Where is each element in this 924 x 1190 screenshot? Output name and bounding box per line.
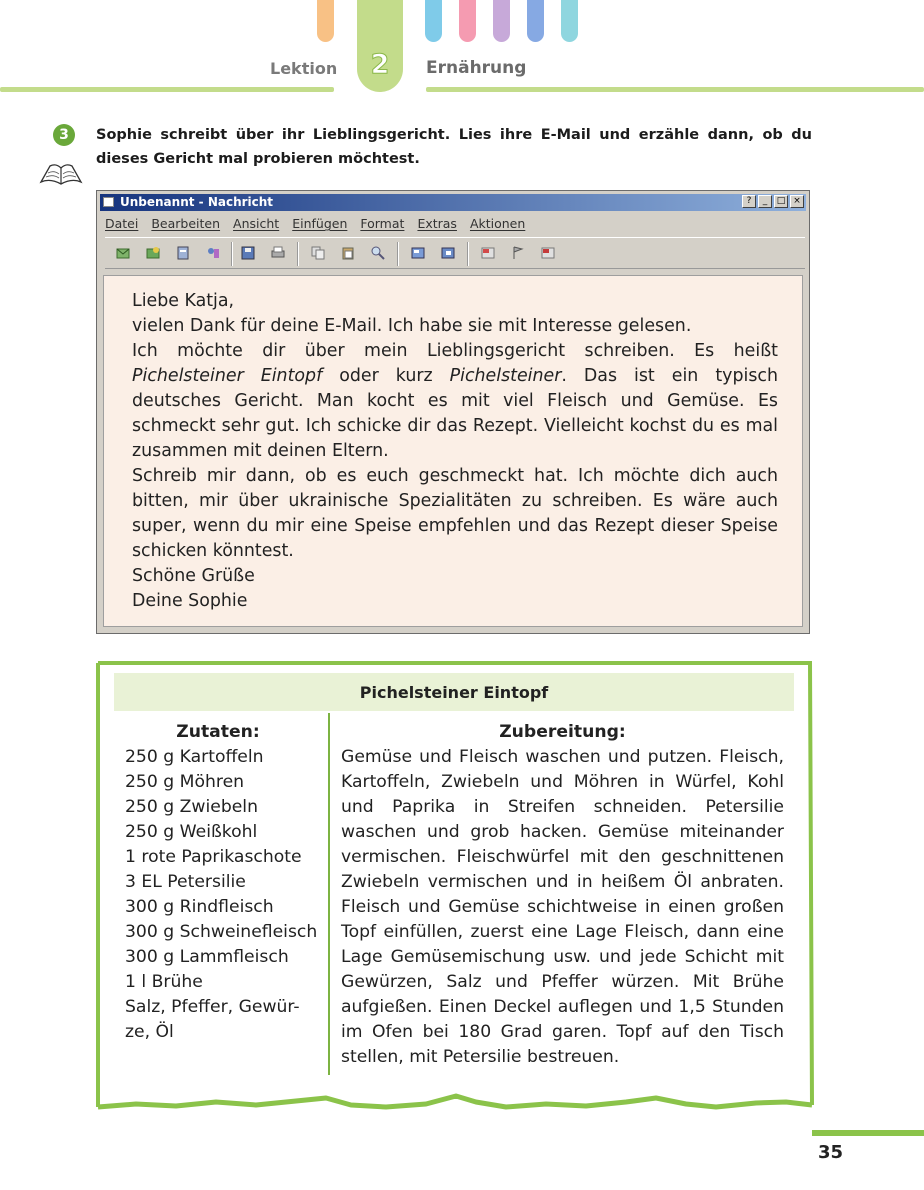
chapter-tab bbox=[459, 0, 476, 42]
toolbar-separator bbox=[231, 242, 233, 266]
find-icon[interactable] bbox=[370, 245, 386, 261]
email-closing: Schöne Grüße bbox=[132, 566, 255, 586]
chapter-tab bbox=[561, 0, 578, 42]
email-text-segment: oder kurz bbox=[322, 366, 450, 386]
check-names-icon[interactable] bbox=[440, 245, 456, 261]
menu-datei[interactable]: Datei bbox=[105, 216, 139, 231]
menu-aktionen[interactable]: Aktionen bbox=[469, 216, 526, 231]
attach-icon[interactable] bbox=[410, 245, 426, 261]
toolbar bbox=[105, 237, 805, 269]
dish-name: Pichelsteiner Eintopf bbox=[132, 366, 323, 386]
email-text-segment: . Das ist ein typisch deutsches Gericht. Man kocht es mit viel Fleisch und Gemüse. Es schmeckt sehr gut. Ich schicke dir das Rezept. Vielleicht kochst du es mal zusammen mit deinen Eltern. bbox=[132, 366, 778, 461]
menu-format[interactable]: Format bbox=[360, 216, 405, 231]
priority-icon[interactable] bbox=[480, 245, 496, 261]
menu-ansicht[interactable]: Ansicht bbox=[233, 216, 280, 231]
email-signature: Deine Sophie bbox=[132, 591, 248, 611]
close-button[interactable]: × bbox=[790, 195, 804, 208]
menu-bar bbox=[105, 216, 525, 231]
ingredients-column bbox=[125, 720, 325, 1045]
ingredient-item: 250 g Kartoffeln bbox=[125, 747, 264, 767]
ingredient-item: 300 g Schweinefleisch bbox=[125, 922, 318, 942]
email-text bbox=[132, 289, 778, 614]
menu-einfuegen[interactable]: Einfügen bbox=[292, 216, 348, 231]
chapter-tab bbox=[317, 0, 334, 42]
email-paragraph bbox=[132, 339, 778, 464]
flag-icon[interactable] bbox=[510, 245, 526, 261]
chapter-tab bbox=[527, 0, 544, 42]
minimize-button[interactable]: _ bbox=[758, 195, 772, 208]
toolbar-separator bbox=[297, 242, 299, 266]
preparation-column bbox=[341, 720, 784, 1070]
paste-icon[interactable] bbox=[340, 245, 356, 261]
ingredient-item: 250 g Möhren bbox=[125, 772, 245, 792]
ingredient-item: 300 g Lammfleisch bbox=[125, 947, 289, 967]
menu-bearbeiten[interactable]: Bearbeiten bbox=[151, 216, 221, 231]
email-text-segment: Ich möchte dir über mein Lieblingsgericht schreiben. Es heißt bbox=[132, 341, 778, 361]
chapter-tab bbox=[425, 0, 442, 42]
ingredient-item: 1 rote Paprikaschote bbox=[125, 847, 302, 867]
email-window bbox=[96, 190, 810, 634]
lesson-number: 2 bbox=[370, 49, 390, 80]
ingredient-item: 250 g Zwiebeln bbox=[125, 797, 258, 817]
lesson-topic: Ernährung bbox=[426, 58, 527, 78]
save-icon[interactable] bbox=[240, 245, 256, 261]
open-book-icon bbox=[38, 160, 84, 186]
send-icon[interactable] bbox=[115, 245, 131, 261]
toolbar-separator bbox=[397, 242, 399, 266]
email-greeting: Liebe Katja, bbox=[132, 291, 235, 311]
chapter-tabs bbox=[0, 0, 924, 100]
menu-extras[interactable]: Extras bbox=[417, 216, 457, 231]
recipe-title: Pichelsteiner Eintopf bbox=[359, 683, 549, 702]
title-bar bbox=[100, 194, 806, 211]
help-icon[interactable]: ? bbox=[742, 195, 756, 208]
ingredient-item: 300 g Rindfleisch bbox=[125, 897, 274, 917]
preparation-text: Gemüse und Fleisch waschen und putzen. Fleisch, Kartoffeln, Zwiebeln und Möhren in Würfel, Kohl und Paprika in Streifen schneiden. Petersilie waschen und grob hacken. Gemüse miteinander vermischen. Fleischwürfel mit den geschnittenen Zwiebeln vermischen und in heißem Öl anbraten. Fleisch und Gemüse schichtweise in einen großen Topf einfüllen, zuerst eine Lage Fleisch, dann eine Lage Gemüsemischung usw. und jede Schicht mit Gewürzen, Salz und Pfeffer würzen. Mit Brühe aufgießen. Einen Deckel auflegen und 1,5 Stunden im Ofen bei 180 Grad garen. Topf auf den Tisch stellen, mit Petersilie bestreuen. bbox=[341, 747, 784, 1067]
receive-icon[interactable] bbox=[145, 245, 161, 261]
email-paragraph: Schreib mir dann, ob es euch geschmeckt hat. Ich möchte dich auch bitten, mir über ukrainische Spezialitäten zu schreiben. Es wäre auch super, wenn du mir eine Speise empfehlen und das Rezept dieser Speise schicken könntest. bbox=[132, 466, 778, 561]
window-controls bbox=[742, 195, 804, 208]
recipe-card bbox=[96, 661, 814, 1111]
chapter-tab bbox=[493, 0, 510, 42]
message-icon bbox=[103, 197, 114, 207]
ingredient-item: ze, Öl bbox=[125, 1022, 174, 1042]
header-rule-left bbox=[0, 87, 334, 92]
email-body[interactable] bbox=[103, 275, 803, 627]
column-divider bbox=[328, 713, 330, 1075]
email-line: vielen Dank für deine E-Mail. Ich habe sie mit Interesse gelesen. bbox=[132, 316, 692, 336]
page-number: 35 bbox=[818, 1142, 844, 1163]
preparation-heading: Zubereitung: bbox=[499, 722, 626, 742]
contacts-icon[interactable] bbox=[205, 245, 221, 261]
recipe-title-bar bbox=[114, 673, 794, 711]
lesson-badge bbox=[357, 0, 403, 92]
print-icon[interactable] bbox=[270, 245, 286, 261]
options-icon[interactable] bbox=[540, 245, 556, 261]
dish-short-name: Pichelsteiner bbox=[449, 366, 562, 386]
ingredient-item: Salz, Pfeffer, Gewür- bbox=[125, 997, 300, 1017]
footer-rule bbox=[812, 1130, 924, 1136]
address-book-icon[interactable] bbox=[175, 245, 191, 261]
lesson-label: Lektion bbox=[270, 59, 338, 78]
ingredients-heading: Zutaten: bbox=[176, 722, 260, 742]
copy-icon[interactable] bbox=[310, 245, 326, 261]
toolbar-separator bbox=[467, 242, 469, 266]
maximize-button[interactable]: □ bbox=[774, 195, 788, 208]
ingredient-item: 1 l Brühe bbox=[125, 972, 203, 992]
header-rule-right bbox=[426, 87, 924, 92]
exercise-number: 3 bbox=[53, 124, 75, 146]
ingredient-item: 250 g Weißkohl bbox=[125, 822, 258, 842]
window-title: Unbenannt - Nachricht bbox=[120, 195, 274, 209]
ingredient-item: 3 EL Petersilie bbox=[125, 872, 246, 892]
exercise-instruction: Sophie schreibt über ihr Lieblingsgericht. Lies ihre E-Mail und erzähle dann, ob du dieses Gericht mal probieren möchtest. bbox=[96, 127, 812, 167]
